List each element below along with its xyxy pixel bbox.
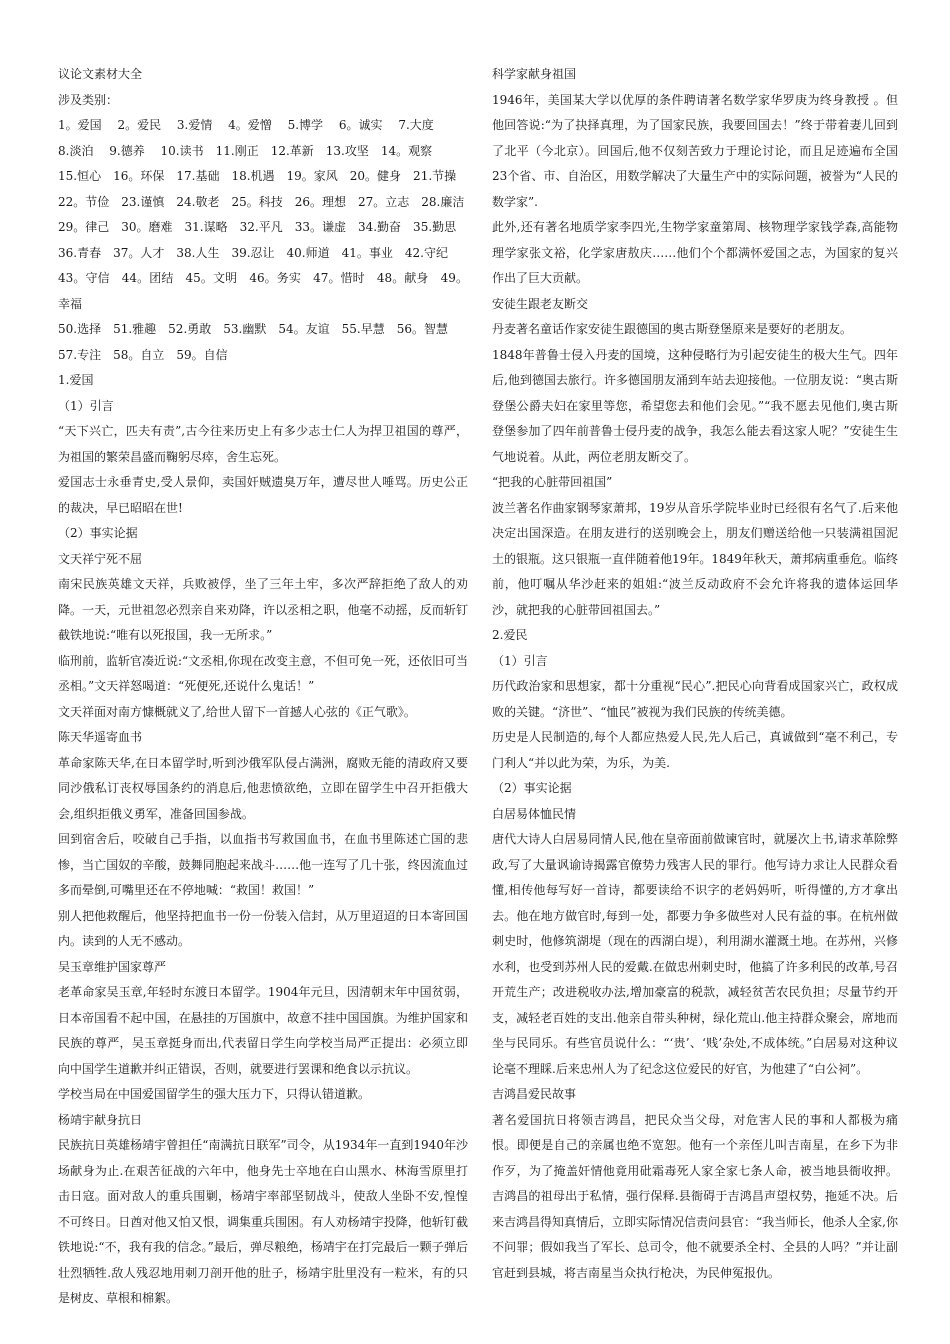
subsection-heading: （2）事实论据 xyxy=(58,526,138,540)
paragraph: 别人把他救醒后，他坚持把血书一份一份装入信封，从万里迢迢的日本寄回国内。读到的人无不感动。 xyxy=(58,908,468,948)
paragraph: 丹麦著名童话作家安徒生跟德国的奥古斯登堡原来是要好的老朋友。 xyxy=(492,322,853,336)
paragraph: 民族抗日英雄杨靖宇曾担任“南满抗日联军”司令，从1934年一直到1940年沙场献身为止.在艰苦征战的六年中，他身先士卒地在白山黑水、林海雪原里打击日寇。面对敌人的重兵围剿，杨靖宇率部坚韧战斗，使敌人坐卧不安,惶惶不可终日。日酋对他又怕又恨，调集重兵围困。有人劝杨靖宇投降，他斩钉截铁地说:“不，我有我的信念。”最后，弹尽粮绝，杨靖宇在打完最后一颗子弹后壮烈牺牲.敌人残忍地用刺刀剖开他的肚子，杨靖宇肚里没有一粒米，有的只是树皮、草根和棉絮。 xyxy=(58,1138,468,1305)
subsection-heading: （1）引言 xyxy=(492,653,548,668)
story-title: 吴玉章维护国家尊严 xyxy=(58,959,167,974)
story-title: “把我的心脏带回祖国” xyxy=(492,475,613,489)
paragraph: 学校当局在中国爱国留学生的强大压力下，只得认错道歉。 xyxy=(58,1087,371,1101)
category-line: 15.恒心 16。环保 17.基础 18.机遇 19。家风 20。健身 21.节操 xyxy=(58,169,457,183)
category-heading: 涉及类别： xyxy=(58,92,119,107)
right-column xyxy=(492,62,898,1286)
story-title: 科学家献身祖国 xyxy=(492,67,577,81)
story-title: 吉鸿昌爱民故事 xyxy=(492,1087,577,1101)
category-line: 36.青春 37。人才 38.人生 39.忍让 40.师道 41。事业 42.守纪 xyxy=(58,245,448,260)
category-line: 29。律己 30。磨难 31.谋略 32.平凡 33。谦虚 34.勤奋 35.勤思 xyxy=(58,220,457,234)
section-heading: 2.爱民 xyxy=(492,628,528,642)
paragraph: 革命家陈天华,在日本留学时,听到沙俄军队侵占满洲，腐败无能的清政府又要同沙俄私订丧权辱国条约的消息后,他悲愤欲绝，立即在留学生中召开拒俄大会,组织拒俄义勇军，准备回国参战。 xyxy=(58,755,468,821)
story-title: 文天祥宁死不屈 xyxy=(58,551,143,566)
paragraph: “天下兴亡，匹夫有责”,古今往来历史上有多少志士仁人为捍卫祖国的尊严，为祖国的繁荣昌盛而鞠躬尽瘁，舍生忘死。 xyxy=(58,424,468,464)
paragraph: 唐代大诗人白居易同情人民,他在皇帝面前做谏官时，就屡次上书,请求革除弊政,写了大量讽谕诗揭露官僚势力残害人民的罪行。他写诗力求让人民群众看懂,相传他每写好一首诗，都要读给不识字的老妈妈听，听得懂的,方才拿出去。他在地方做官时,每到一处，都要力争多做些对人民有益的事。在杭州做刺史时，他修筑湖堤（现在的西湖白堤），利用湖水灌溉土地。在苏州，兴修水利，也受到苏州人民的爱戴.在做忠州刺史时，他搞了许多利民的改革,号召开荒生产；改进税收办法,增加豪富的税款，减轻贫苦农民负担；尽量节约开支，减轻老百姓的支出.他亲自带头种树，绿化荒山.他主持群众聚会，席地而坐与民同乐。有些官员说什么：“‘贵’、‘贱’杂处,不成体统。”白居易对这种议论毫不理睬.后来忠州人为了纪念这位爱民的好官，为他建了“白公祠”。 xyxy=(492,832,898,1076)
category-line: 57.专注 58。自立 59。自信 xyxy=(58,347,228,362)
paragraph: 爱国志士永垂青史,受人景仰，卖国奸贼遗臭万年，遭尽世人唾骂。历史公正的裁决，早已昭昭在世! xyxy=(58,475,468,515)
story-title: 白居易体恤民情 xyxy=(492,806,577,821)
paragraph: 1848年普鲁士侵入丹麦的国境，这种侵略行为引起安徒生的极大生气。四年后,他到德国去旅行。许多德国朋友涌到车站去迎接他。一位朋友说：“奥古斯登堡公爵夫妇在家里等您，希望您去和他们会见。”“我不愿去见他们,奥古斯登堡参加了四年前普鲁士侵丹麦的战争，我怎么能去看这家人呢？”安徒生生气地说着。从此，两位老朋友断交了。 xyxy=(492,347,898,464)
category-line: 43。守信 44。团结 45。文明 46。务实 47。惜时 48。献身 49。幸福 xyxy=(58,271,468,311)
paragraph: 南宋民族英雄文天祥，兵败被俘，坐了三年土牢，多次严辞拒绝了敌人的劝降。一天，元世祖忽必烈亲自来劝降，许以丞相之职，他毫不动摇，反而斩钉截铁地说:“唯有以死报国，我一无所求。” xyxy=(58,577,468,642)
paragraph: 老革命家吴玉章,年轻时东渡日本留学。1904年元旦，因清朝末年中国贫弱，日本帝国看不起中国，在悬挂的万国旗中，故意不挂中国国旗。为维护国家和民族的尊严，吴玉章挺身而出,代表留日学生向学校当局严正提出：必须立即向中国学生道歉并纠正错误，否则，就要进行罢课和绝食以示抗议。 xyxy=(58,985,468,1076)
story-title: 陈天华遥寄血书 xyxy=(58,730,143,744)
paragraph: 历史是人民制造的,每个人都应热爱人民,先人后己，真诚做到“毫不利己，专门利人“并以此为荣，为乐，为美. xyxy=(492,730,898,770)
story-title: 杨靖宇献身抗日 xyxy=(58,1112,143,1127)
paragraph: 文天祥面对南方慷概就义了,给世人留下一首撼人心弦的《正气歌》。 xyxy=(58,704,416,719)
paragraph: 1946年，美国某大学以优厚的条件聘请著名数学家华罗庚为终身教授 。但他回答说:“为了抉择真理，为了国家民族，我要回国去！”终于带着妻儿回到了北平（今北京）。回国后,他不仅刻苦致力于理论讨论，而且足迹遍布全国23个省、市、自治区，用数学解决了大量生产中的实际问题，被誉为“人民的数学家”. xyxy=(492,92,898,209)
paragraph: 回到宿舍后，咬破自己手指，以血指书写救国血书，在血书里陈述亡国的悲惨，当亡国奴的辛酸，鼓舞同胞起来战斗……他一连写了几十张，终因流血过多而晕倒,可嘴里还在不停地喊：“救国！救国！” xyxy=(58,832,468,897)
paragraph: 波兰著名作曲家钢琴家萧邦，19岁从音乐学院毕业时已经很有名气了.后来他决定出国深造。在朋友进行的送别晚会上，朋友们赠送给他一只装满祖国泥土的银瓶。这只银瓶一直伴随着他19年。1849年秋天，萧邦病重垂危。临终前，他叮嘱从华沙赶来的姐姐:“波兰反动政府不会允许将我的遗体运回华沙，就把我的心脏带回祖国去。” xyxy=(492,500,898,617)
section-heading: 1.爱国 xyxy=(58,373,94,387)
subsection-heading: （2）事实论据 xyxy=(492,781,572,795)
doc-title: 议论文素材大全 xyxy=(58,67,143,81)
paragraph: 著名爱国抗日将领吉鸿昌，把民众当父母，对危害人民的事和人都极为痛恨。即便是自己的亲属也绝不宽恕。他有一个亲侄儿叫吉南星，在乡下为非作歹，为了掩盖奸情他竟用砒霜毒死人家全家七条人命，被当地县衙收押。吉鸿昌的祖母出于私情，强行保释.县衙碍于吉鸿昌声望权势，拖延不决。后来吉鸿昌得知真情后，立即实际情况信责问县官：“我当师长，他杀人全家,你不问罪；假如我当了军长、总司令，他不就要杀全村、全县的人吗？”并让副官赶到县城，将吉南星当众执行枪决，为民伸冤报仇。 xyxy=(492,1112,898,1280)
paragraph: 此外,还有著名地质学家李四光,生物学家童第周、核物理学家钱学森,高能物理学家张文裕，化学家唐敖庆……他们个个都满怀爱国之志，为国家的复兴作出了巨大贡献。 xyxy=(492,220,898,285)
left-column xyxy=(58,62,468,1312)
story-title: 安徒生跟老友断交 xyxy=(492,296,589,311)
subsection-heading: （1）引言 xyxy=(58,398,114,413)
category-line: 50.选择 51.雅趣 52.勇敢 53.幽默 54。友谊 55.早慧 56。智慧 xyxy=(58,322,448,336)
paragraph: 历代政治家和思想家，都十分重视“民心”.把民心向背看成国家兴亡，政权成败的关键。“济世”、“恤民”被视为我们民族的传统美德。 xyxy=(492,679,898,719)
paragraph: 临刑前，监斩官凑近说:“文丞相,你现在改变主意，不但可免一死，还依旧可当丞相。”文天祥怒喝道：“死便死,还说什么鬼话！” xyxy=(58,653,468,693)
category-line: 22。节俭 23.谨慎 24.敬老 25。科技 26。理想 27。立志 28.廉洁 xyxy=(58,194,465,209)
category-line: 1。爱国 2。爱民 3.爱情 4。爱憎 5.博学 6。诚实 7.大度 xyxy=(58,118,434,132)
category-line: 8.淡泊 9.德养 10.读书 11.刚正 12.革新 13.攻坚 14。观察 xyxy=(58,143,433,158)
